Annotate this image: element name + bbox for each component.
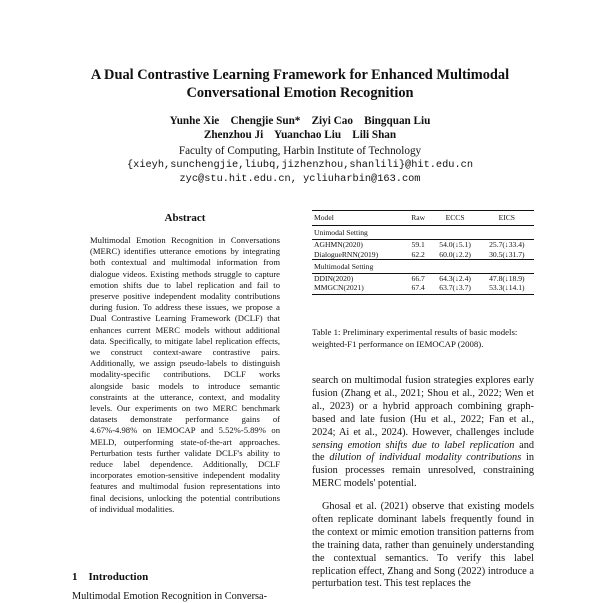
table-cell-eccs: 63.7(↓3.7) — [431, 283, 480, 295]
table-cell-eics: 53.3(↓14.1) — [480, 283, 534, 295]
table-group-row — [312, 226, 534, 240]
table-cell-eccs: 64.3(↓2.4) — [439, 274, 471, 284]
paragraph-1-emphasis-1: sensing emotion shifts due to label replication — [312, 439, 515, 451]
paragraph-1-part-1: search on multimodal fusion strategies explores early fusion (Zhang et al., 2021; Shou et al., 2022; Wen et al., 2023) or a hybrid approach combining graph-based and late fusion (Hu et al., 2022; Fan et al., 2024; Ai et al., 2024). However, challenges include — [312, 375, 534, 438]
introduction-first-line: Multimodal Emotion Recognition in Conversa- — [72, 591, 268, 602]
table-header-model: Model — [312, 211, 406, 226]
table-cell-eics: 47.8(↓18.9) — [489, 274, 525, 284]
table-header-eics: EICS — [480, 211, 534, 226]
body-paragraph-2: Ghosal et al. (2021) observe that existing models often replicate dominant labels frequently found in the context or mimic emotion transition patterns from the training data, rather than genuinely understanding the contextual semantics. To verify this label replication effect, Zhang and Song (2022) introduce a perturbation test. This test replaces the — [312, 501, 534, 590]
table-cell-eccs: 54.0(↓5.1) — [439, 240, 471, 250]
author-list — [60, 114, 540, 142]
paragraph-1-emphasis-2: dilution of individual modality contributions — [329, 452, 522, 464]
email-line-1: {xieyh,sunchengjie,liubq,jizhenzhou,shanlili}@hit.edu.cn — [126, 159, 474, 171]
body-paragraph-1 — [312, 375, 534, 491]
authors-line-1: Yunhe Xie Chengjie Sun* Ziyi Cao Bingquan Liu — [169, 115, 431, 127]
table-cell-model: DialogueRNN(2019) — [314, 249, 379, 259]
table-cell-eics: 25.7(↓33.4) — [489, 240, 525, 250]
affiliation: Faculty of Computing, Harbin Institute of Technology — [178, 145, 422, 157]
table-group-unimodal: Unimodal Setting — [312, 226, 534, 240]
table-cell-eics: 30.5(↓31.7) — [489, 249, 525, 259]
table-cell-raw: 66.7 — [411, 274, 425, 284]
table-row — [312, 274, 534, 284]
table-cell-raw: 59.1 — [411, 240, 425, 250]
table-row — [312, 250, 534, 260]
title-line-2: Conversational Emotion Recognition — [186, 85, 414, 101]
table-group-multimodal: Multimodal Setting — [312, 259, 534, 273]
section-heading-introduction: 1 Introduction — [72, 571, 149, 583]
abstract-text: Multimodal Emotion Recognition in Conversations (MERC) identifies utterance emotions by integrating both contextual and multimodal information from dialogue videos. Existing methods struggle to capture emotion shifts due to label replication and fail to preserve positive independent modality contributions during fusion. To address these issues, we propose a Dual Contrastive Learning Framework (DCLF) that enhances current MERC models without additional data. Specifically, to mitigate label replication effects, we construct context-aware contrastive pairs. Additionally, we assign pseudo-labels to distinguish modality-specific contributions. DCLF works alongside basic models to introduce semantic constraints at the utterance, context, and modality levels. Our experiments on two MERC benchmark datasets demonstrate performance gains of 4.67%-4.98% on IEMOCAP and 5.52%-5.89% on MELD, outperforming state-of-the-art approaches. Perturbation tests further validate DCLF's ability to reduce label dependence. Additionally, DCLF incorporates emotion-sensitive independent modality features and multimodal fusion representations into final decisions, unlocking the potential contributions of individual modalities. — [90, 235, 280, 514]
table-cell-model: DDIN(2020) — [314, 274, 354, 284]
table-group-row — [312, 259, 534, 273]
table-cell-model: AGHMN(2020) — [314, 240, 363, 250]
table-header-raw: Raw — [406, 211, 431, 226]
paper-title — [40, 66, 560, 102]
table-cell-model: MMGCN(2021) — [312, 283, 406, 295]
table-row — [312, 240, 534, 250]
paragraph-1-part-2: and the — [312, 439, 534, 464]
table-cell-eccs: 60.0(↓2.2) — [439, 249, 471, 259]
abstract-heading: Abstract — [164, 212, 206, 224]
table-header-row — [312, 211, 534, 226]
table-row — [312, 283, 534, 295]
authors-line-2: Zhenzhou Ji Yuanchao Liu Lili Shan — [203, 129, 397, 141]
table-header-eccs: ECCS — [431, 211, 480, 226]
table-cell-raw: 67.4 — [406, 283, 431, 295]
table-cell-raw: 62.2 — [411, 249, 425, 259]
results-table — [312, 210, 534, 295]
email-line-2: zyc@stu.hit.edu.cn, ycliuharbin@163.com — [179, 173, 421, 185]
table-caption: Table 1: Preliminary experimental results of basic models: weighted-F1 performance on IEMOCAP (2008). — [312, 327, 518, 349]
title-line-1: A Dual Contrastive Learning Framework for Enhanced Multimodal — [90, 67, 510, 83]
paragraph-1-part-3: in fusion processes remain unresolved, constraining MERC models' potential. — [312, 452, 534, 490]
